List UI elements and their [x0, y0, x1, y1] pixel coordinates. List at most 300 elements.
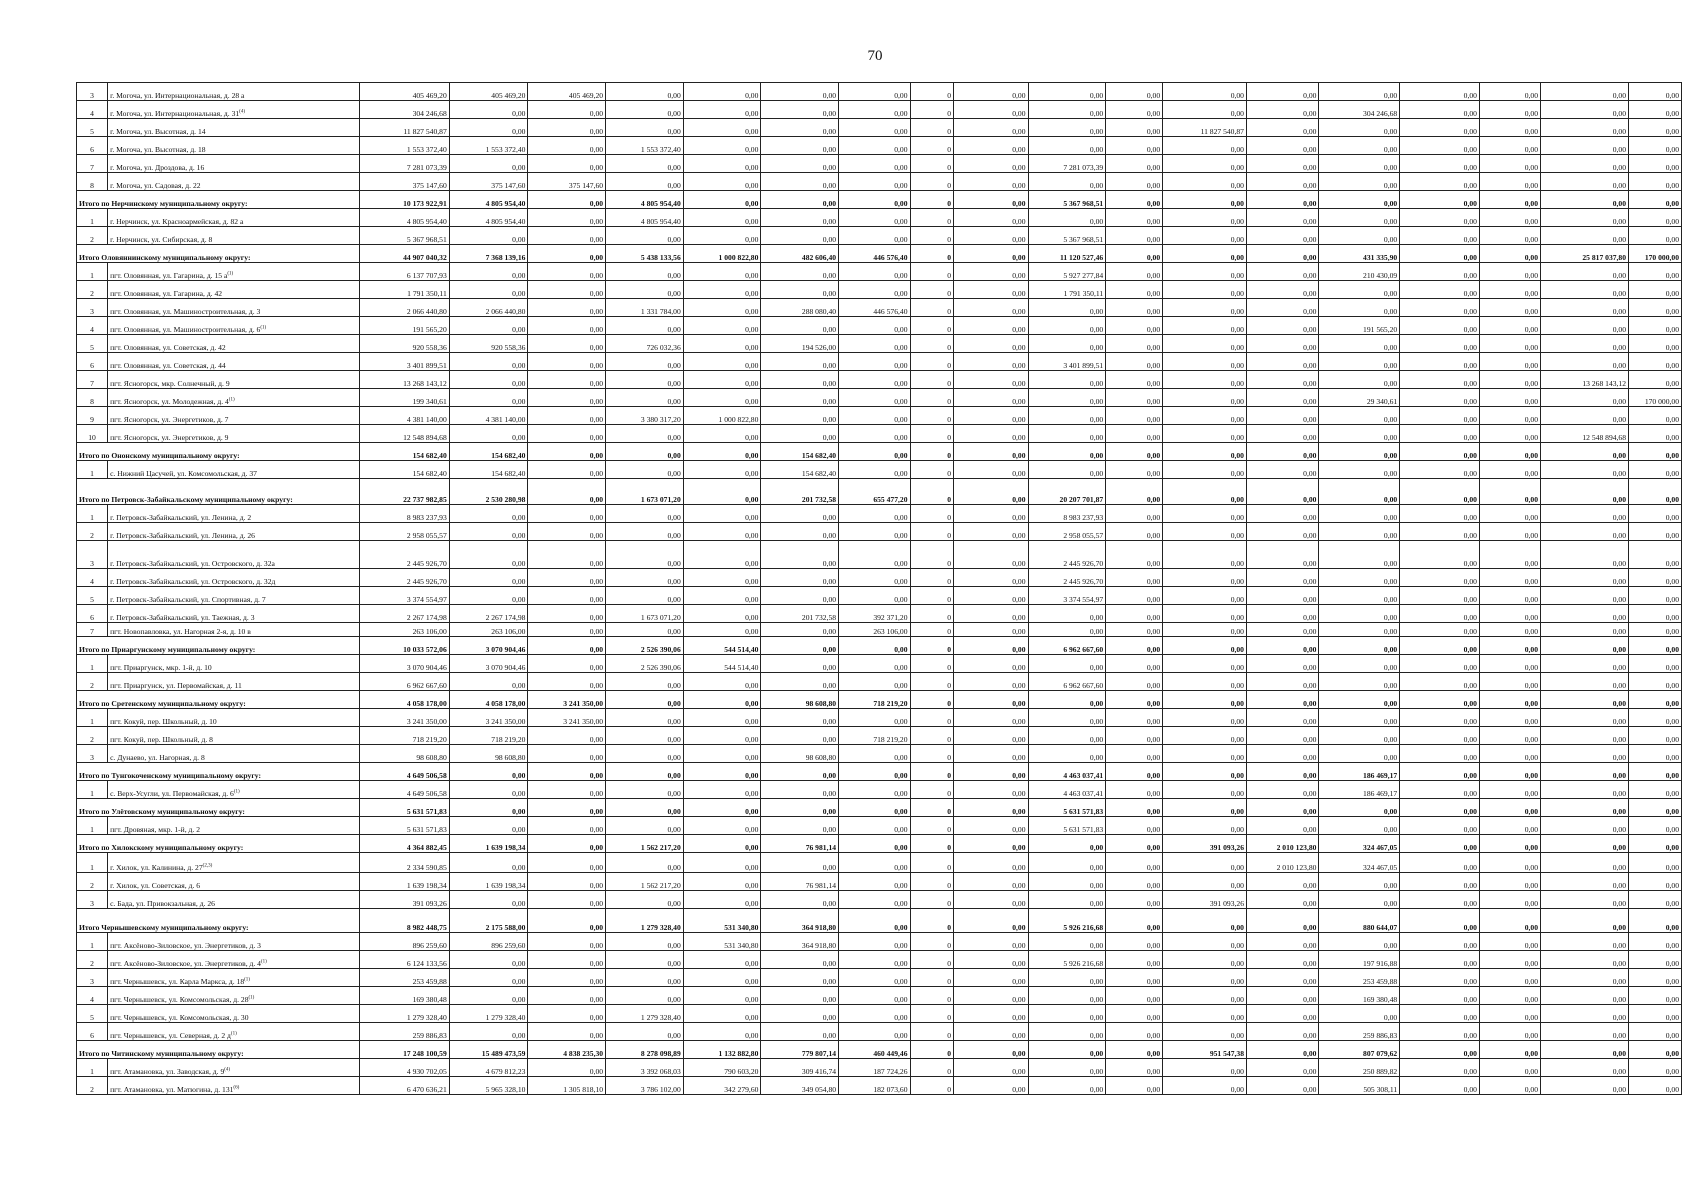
footnote-mark: (6) [233, 1085, 240, 1091]
value-cell: 8 278 098,89 [606, 1041, 684, 1059]
value-cell: 0,00 [1246, 817, 1318, 835]
value-cell: 0,00 [449, 569, 528, 587]
value-cell: 0,00 [1400, 853, 1480, 873]
table-row [77, 317, 1682, 335]
value-cell: 0,00 [1479, 245, 1540, 263]
value-cell: 0,00 [953, 623, 1028, 637]
value-cell: 0,00 [953, 245, 1028, 263]
value-cell: 1 000 822,80 [683, 407, 761, 425]
value-cell: 0,00 [1163, 523, 1247, 541]
value-cell: 197 916,88 [1319, 951, 1400, 969]
value-cell: 0,00 [449, 541, 528, 569]
value-cell: 0,00 [528, 569, 606, 587]
value-cell: 0,00 [1246, 709, 1318, 727]
value-cell: 0,00 [761, 137, 839, 155]
value-cell: 0,00 [953, 479, 1028, 505]
value-cell: 0,00 [1246, 389, 1318, 407]
value-cell: 0,00 [839, 637, 910, 655]
value-cell: 0,00 [1106, 353, 1163, 371]
value-cell: 0,00 [1400, 873, 1480, 891]
value-cell: 0,00 [1163, 371, 1247, 389]
value-cell: 0,00 [1629, 83, 1682, 101]
value-cell: 2 066 440,80 [449, 299, 528, 317]
value-cell: 0,00 [1400, 1005, 1480, 1023]
value-cell: 0,00 [1400, 933, 1480, 951]
row-number: 1 [77, 853, 108, 873]
value-cell: 0,00 [1541, 263, 1629, 281]
value-cell: 0,00 [449, 353, 528, 371]
value-cell: 0,00 [1319, 541, 1400, 569]
value-cell: 1 000 822,80 [683, 245, 761, 263]
address-cell: пгт. Ясногорск, ул. Молодежная, д. 4$^{(1)}$ [108, 389, 360, 407]
address-cell: пгт. Оловянная, ул. Машиностроительная, д. 3 [108, 299, 360, 317]
value-cell: 4 805 954,40 [449, 191, 528, 209]
table-row [77, 281, 1682, 299]
value-cell: 0,00 [1629, 853, 1682, 873]
value-cell: 0,00 [1629, 1041, 1682, 1059]
value-cell: 0,00 [1400, 317, 1480, 335]
value-cell: 7 368 139,16 [449, 245, 528, 263]
value-cell: 0 [910, 569, 953, 587]
total-row [77, 799, 1682, 817]
table-row [77, 605, 1682, 623]
value-cell: 0,00 [449, 227, 528, 245]
table-body [77, 83, 1682, 1095]
total-label: Итого по Хилокскому муниципальному округу: [77, 835, 360, 853]
value-cell: 0,00 [683, 443, 761, 461]
value-cell: 1 562 217,20 [606, 873, 684, 891]
value-cell: 4 805 954,40 [359, 209, 449, 227]
value-cell: 531 340,80 [683, 933, 761, 951]
value-cell: 1 673 071,20 [606, 479, 684, 505]
value-cell: 0,00 [606, 673, 684, 691]
value-cell: 12 548 894,68 [359, 425, 449, 443]
value-cell: 0,00 [606, 709, 684, 727]
value-cell: 0,00 [1246, 353, 1318, 371]
value-cell: 0,00 [953, 763, 1028, 781]
value-cell: 0,00 [1479, 1023, 1540, 1041]
value-cell: 201 732,58 [761, 605, 839, 623]
value-cell: 0,00 [1400, 623, 1480, 637]
value-cell: 0 [910, 245, 953, 263]
value-cell: 0,00 [1319, 673, 1400, 691]
value-cell: 0,00 [1106, 317, 1163, 335]
value-cell: 0,00 [1479, 299, 1540, 317]
value-cell: 0,00 [1163, 443, 1247, 461]
value-cell: 0,00 [1246, 1077, 1318, 1095]
row-number: 10 [77, 425, 108, 443]
value-cell: 0,00 [1479, 835, 1540, 853]
value-cell: 0,00 [1400, 407, 1480, 425]
value-cell: 0,00 [953, 691, 1028, 709]
value-cell: 0,00 [1541, 909, 1629, 933]
value-cell: 0,00 [528, 389, 606, 407]
value-cell: 0,00 [1400, 1023, 1480, 1041]
value-cell: 0,00 [839, 951, 910, 969]
value-cell: 0,00 [528, 745, 606, 763]
value-cell: 0,00 [839, 909, 910, 933]
value-cell: 0,00 [1106, 371, 1163, 389]
value-cell: 0,00 [528, 673, 606, 691]
value-cell: 0,00 [839, 505, 910, 523]
value-cell: 0,00 [1400, 443, 1480, 461]
value-cell: 0,00 [1028, 709, 1106, 727]
value-cell: 0,00 [449, 853, 528, 873]
address-cell: пгт. Ясногорск, ул. Энергетиков, д. 9 [108, 425, 360, 443]
value-cell: 0,00 [1246, 371, 1318, 389]
value-cell: 0,00 [1028, 461, 1106, 479]
value-cell: 0 [910, 587, 953, 605]
value-cell: 5 631 571,83 [359, 817, 449, 835]
address-cell: пгт. Оловянная, ул. Машиностроительная, д. 6$^{(1)}$ [108, 317, 360, 335]
value-cell: 0 [910, 281, 953, 299]
value-cell: 0,00 [953, 1077, 1028, 1095]
row-number: 1 [77, 1059, 108, 1077]
value-cell: 0,00 [1106, 281, 1163, 299]
value-cell: 0,00 [1541, 523, 1629, 541]
value-cell: 0,00 [1541, 727, 1629, 745]
value-cell: 0,00 [1319, 933, 1400, 951]
value-cell: 0,00 [683, 281, 761, 299]
value-cell: 0,00 [1163, 263, 1247, 281]
value-cell: 364 918,80 [761, 909, 839, 933]
row-number: 4 [77, 987, 108, 1005]
value-cell: 0,00 [1163, 101, 1247, 119]
table-row [77, 1059, 1682, 1077]
value-cell: 0,00 [1541, 353, 1629, 371]
value-cell: 0,00 [1106, 605, 1163, 623]
value-cell: 880 644,07 [1319, 909, 1400, 933]
value-cell: 0 [910, 605, 953, 623]
value-cell: 0,00 [839, 191, 910, 209]
row-number: 5 [77, 1005, 108, 1023]
value-cell: 259 886,83 [1319, 1023, 1400, 1041]
value-cell: 0,00 [683, 569, 761, 587]
value-cell: 186 469,17 [1319, 763, 1400, 781]
table-row [77, 263, 1682, 281]
value-cell: 655 477,20 [839, 479, 910, 505]
value-cell: 0,00 [1629, 443, 1682, 461]
value-cell: 0,00 [1541, 119, 1629, 137]
value-cell: 0,00 [606, 587, 684, 605]
value-cell: 0,00 [683, 371, 761, 389]
value-cell: 0,00 [1541, 873, 1629, 891]
value-cell: 3 374 554,97 [359, 587, 449, 605]
value-cell: 0,00 [606, 969, 684, 987]
value-cell: 0,00 [761, 1005, 839, 1023]
value-cell: 0,00 [1106, 1059, 1163, 1077]
value-cell: 0,00 [1246, 637, 1318, 655]
value-cell: 0,00 [1479, 263, 1540, 281]
value-cell: 154 682,40 [359, 443, 449, 461]
value-cell: 0,00 [528, 987, 606, 1005]
value-cell: 263 106,00 [449, 623, 528, 637]
value-cell: 0,00 [1319, 691, 1400, 709]
value-cell: 0,00 [953, 709, 1028, 727]
value-cell: 0,00 [528, 407, 606, 425]
value-cell: 0,00 [528, 763, 606, 781]
address-cell: г. Могоча, ул. Интернациональная, д. 31$^{(4)}$ [108, 101, 360, 119]
value-cell: 0,00 [1106, 781, 1163, 799]
value-cell: 0,00 [528, 137, 606, 155]
value-cell: 0,00 [528, 101, 606, 119]
value-cell: 0,00 [528, 727, 606, 745]
value-cell: 0,00 [1106, 541, 1163, 569]
address-cell: г. Нерчинск, ул. Красноармейская, д. 82 а [108, 209, 360, 227]
row-number: 2 [77, 873, 108, 891]
table-row [77, 101, 1682, 119]
value-cell: 0,00 [761, 727, 839, 745]
value-cell: 0,00 [761, 799, 839, 817]
value-cell: 0,00 [683, 969, 761, 987]
value-cell: 0,00 [953, 191, 1028, 209]
value-cell: 0,00 [1319, 443, 1400, 461]
value-cell: 0,00 [1106, 799, 1163, 817]
value-cell: 0,00 [1541, 83, 1629, 101]
value-cell: 0,00 [1629, 587, 1682, 605]
value-cell: 0,00 [1106, 227, 1163, 245]
value-cell: 0,00 [528, 209, 606, 227]
value-cell: 0,00 [1319, 605, 1400, 623]
value-cell: 718 219,20 [839, 691, 910, 709]
value-cell: 0,00 [839, 987, 910, 1005]
value-cell: 0,00 [1479, 407, 1540, 425]
row-number: 5 [77, 335, 108, 353]
value-cell: 0,00 [1541, 745, 1629, 763]
value-cell: 0,00 [1479, 745, 1540, 763]
value-cell: 0,00 [683, 951, 761, 969]
value-cell: 0,00 [683, 673, 761, 691]
value-cell: 0,00 [1541, 461, 1629, 479]
value-cell: 0,00 [449, 1023, 528, 1041]
value-cell: 0,00 [1400, 155, 1480, 173]
value-cell: 0,00 [683, 835, 761, 853]
value-cell: 0 [910, 1041, 953, 1059]
value-cell: 0,00 [761, 209, 839, 227]
value-cell: 0,00 [1028, 933, 1106, 951]
value-cell: 0,00 [1319, 191, 1400, 209]
value-cell: 0,00 [1246, 691, 1318, 709]
table-row [77, 1023, 1682, 1041]
footnote-mark: (1) [260, 325, 267, 331]
value-cell: 0,00 [1028, 1005, 1106, 1023]
footnote-mark: (1) [244, 977, 250, 983]
value-cell: 0,00 [528, 523, 606, 541]
row-number: 7 [77, 623, 108, 637]
row-number: 4 [77, 101, 108, 119]
value-cell: 0,00 [1541, 969, 1629, 987]
value-cell: 0,00 [953, 299, 1028, 317]
value-cell: 1 562 217,20 [606, 835, 684, 853]
value-cell: 0,00 [1163, 155, 1247, 173]
value-cell: 0,00 [1319, 281, 1400, 299]
value-cell: 0,00 [1541, 891, 1629, 909]
value-cell: 0,00 [606, 83, 684, 101]
value-cell: 0,00 [683, 335, 761, 353]
value-cell: 0,00 [761, 623, 839, 637]
table-row [77, 1005, 1682, 1023]
value-cell: 375 147,60 [359, 173, 449, 191]
value-cell: 2 334 590,85 [359, 853, 449, 873]
value-cell: 0,00 [1319, 227, 1400, 245]
value-cell: 0,00 [683, 745, 761, 763]
value-cell: 11 120 527,46 [1028, 245, 1106, 263]
value-cell: 0,00 [839, 781, 910, 799]
address-cell: г. Могоча, ул. Высотная, д. 14 [108, 119, 360, 137]
value-cell: 0,00 [528, 637, 606, 655]
value-cell: 0,00 [1163, 781, 1247, 799]
value-cell: 0,00 [1163, 763, 1247, 781]
row-number: 6 [77, 1023, 108, 1041]
value-cell: 5 367 968,51 [359, 227, 449, 245]
value-cell: 0,00 [1400, 1059, 1480, 1077]
value-cell: 0,00 [683, 353, 761, 371]
value-cell: 15 489 473,59 [449, 1041, 528, 1059]
value-cell: 0,00 [1479, 817, 1540, 835]
value-cell: 0,00 [1319, 817, 1400, 835]
value-cell: 4 679 812,23 [449, 1059, 528, 1077]
row-number: 8 [77, 389, 108, 407]
value-cell: 169 380,48 [359, 987, 449, 1005]
value-cell: 0,00 [1541, 443, 1629, 461]
value-cell: 0,00 [761, 83, 839, 101]
value-cell: 0,00 [1541, 623, 1629, 637]
value-cell: 3 401 899,51 [359, 353, 449, 371]
value-cell: 324 467,05 [1319, 835, 1400, 853]
value-cell: 0,00 [528, 505, 606, 523]
value-cell: 0,00 [1163, 461, 1247, 479]
value-cell: 0,00 [1028, 101, 1106, 119]
value-cell: 0,00 [1319, 173, 1400, 191]
value-cell: 0,00 [1106, 425, 1163, 443]
value-cell: 0,00 [1629, 1005, 1682, 1023]
value-cell: 0,00 [1246, 891, 1318, 909]
value-cell: 391 093,26 [1163, 835, 1247, 853]
value-cell: 0,00 [1400, 909, 1480, 933]
value-cell: 0,00 [1629, 173, 1682, 191]
value-cell: 0,00 [606, 155, 684, 173]
value-cell: 0,00 [1629, 835, 1682, 853]
value-cell: 505 308,11 [1319, 1077, 1400, 1095]
value-cell: 154 682,40 [449, 443, 528, 461]
value-cell: 0,00 [1106, 569, 1163, 587]
value-cell: 0,00 [1246, 1059, 1318, 1077]
value-cell: 0,00 [449, 371, 528, 389]
value-cell: 0,00 [1629, 873, 1682, 891]
value-cell: 0,00 [683, 727, 761, 745]
value-cell: 807 079,62 [1319, 1041, 1400, 1059]
value-cell: 0,00 [1400, 353, 1480, 371]
value-cell: 0 [910, 987, 953, 1005]
value-cell: 0,00 [1319, 891, 1400, 909]
value-cell: 0,00 [683, 263, 761, 281]
table-row [77, 1077, 1682, 1095]
value-cell: 0,00 [528, 299, 606, 317]
value-cell: 0,00 [528, 443, 606, 461]
value-cell: 0,00 [953, 1005, 1028, 1023]
value-cell: 1 639 198,34 [359, 873, 449, 891]
value-cell: 0,00 [1106, 173, 1163, 191]
value-cell: 0,00 [606, 461, 684, 479]
value-cell: 0,00 [1479, 781, 1540, 799]
value-cell: 0,00 [1400, 479, 1480, 505]
value-cell: 0,00 [1106, 245, 1163, 263]
value-cell: 0,00 [683, 461, 761, 479]
value-cell: 7 281 073,39 [359, 155, 449, 173]
value-cell: 0,00 [1246, 101, 1318, 119]
value-cell: 0,00 [1400, 951, 1480, 969]
value-cell: 0,00 [1246, 623, 1318, 637]
value-cell: 0,00 [1028, 371, 1106, 389]
table-row [77, 461, 1682, 479]
value-cell: 6 137 707,93 [359, 263, 449, 281]
value-cell: 0,00 [1479, 389, 1540, 407]
row-number: 1 [77, 781, 108, 799]
value-cell: 5 927 277,84 [1028, 263, 1106, 281]
value-cell: 263 106,00 [839, 623, 910, 637]
value-cell: 0,00 [839, 891, 910, 909]
value-cell: 0,00 [1028, 873, 1106, 891]
value-cell: 0,00 [1246, 209, 1318, 227]
value-cell: 0,00 [839, 407, 910, 425]
value-cell: 0,00 [1246, 873, 1318, 891]
value-cell: 0,00 [1106, 461, 1163, 479]
address-cell: пгт. Приаргунск, мкр. 1-й, д. 10 [108, 655, 360, 673]
value-cell: 0 [910, 101, 953, 119]
value-cell: 0,00 [1629, 371, 1682, 389]
value-cell: 98 608,80 [359, 745, 449, 763]
value-cell: 0,00 [839, 1023, 910, 1041]
value-cell: 0,00 [683, 781, 761, 799]
address-cell: пгт. Атамановка, ул. Заводская, д. 9$^{(4)}$ [108, 1059, 360, 1077]
value-cell: 1 791 350,11 [359, 281, 449, 299]
value-cell: 0,00 [449, 281, 528, 299]
value-cell: 0,00 [449, 799, 528, 817]
value-cell: 0,00 [953, 605, 1028, 623]
value-cell: 76 981,14 [761, 873, 839, 891]
value-cell: 0,00 [528, 353, 606, 371]
value-cell: 0,00 [761, 263, 839, 281]
value-cell: 182 073,60 [839, 1077, 910, 1095]
value-cell: 0 [910, 951, 953, 969]
value-cell: 0,00 [1319, 655, 1400, 673]
value-cell: 4 463 037,41 [1028, 763, 1106, 781]
value-cell: 5 631 571,83 [1028, 817, 1106, 835]
value-cell: 0,00 [449, 817, 528, 835]
value-cell: 0,00 [1400, 209, 1480, 227]
value-cell: 0,00 [953, 1041, 1028, 1059]
value-cell: 259 886,83 [359, 1023, 449, 1041]
value-cell: 0,00 [1319, 299, 1400, 317]
address-cell: пгт. Приаргунск, ул. Первомайская, д. 11 [108, 673, 360, 691]
value-cell: 0,00 [1106, 673, 1163, 691]
value-cell: 4 364 882,45 [359, 835, 449, 853]
value-cell: 0,00 [449, 781, 528, 799]
value-cell: 0,00 [683, 425, 761, 443]
value-cell: 0,00 [761, 987, 839, 1005]
value-cell: 0,00 [449, 763, 528, 781]
value-cell: 391 093,26 [359, 891, 449, 909]
value-cell: 0,00 [1246, 155, 1318, 173]
value-cell: 13 268 143,12 [359, 371, 449, 389]
value-cell: 0,00 [606, 763, 684, 781]
value-cell: 0,00 [953, 353, 1028, 371]
value-cell: 0,00 [1106, 443, 1163, 461]
value-cell: 0,00 [1163, 969, 1247, 987]
value-cell: 0,00 [1479, 443, 1540, 461]
row-number: 2 [77, 727, 108, 745]
value-cell: 0,00 [761, 709, 839, 727]
